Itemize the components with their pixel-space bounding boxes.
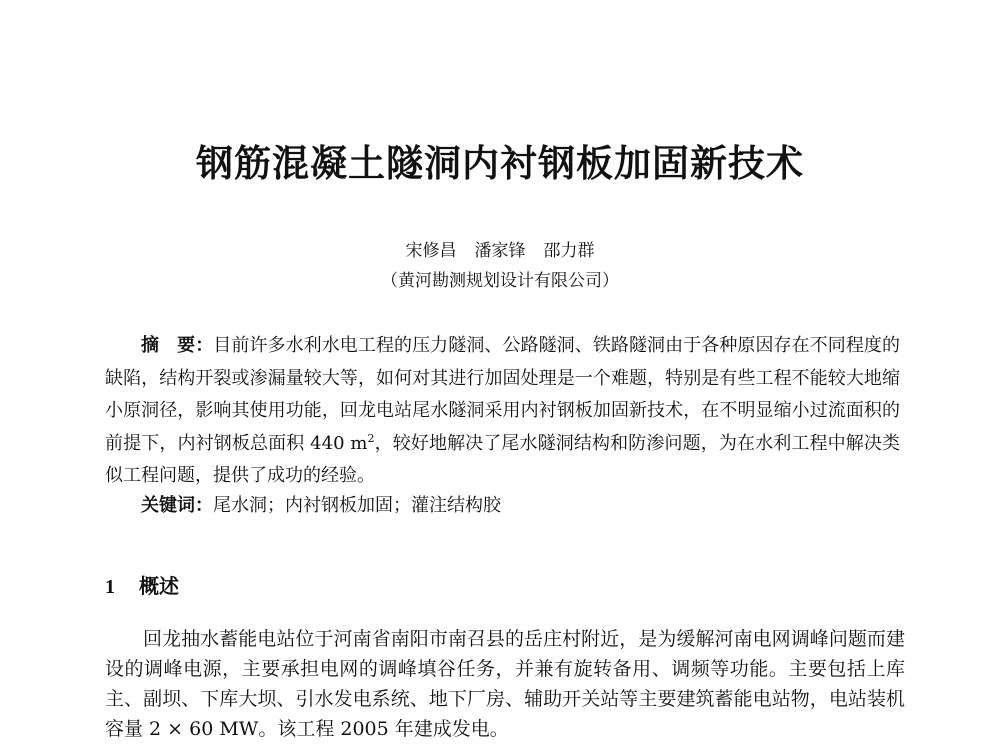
author-name: 潘家锋	[474, 241, 526, 261]
abstract-text: 目前许多水利水电工程的压力隧洞、公路隧洞、铁路隧洞由于各种原因存在不同程度的缺陷，结构开裂或渗漏量较大等，如何对其进行加固处理是一个难题，特别是有些工程不能较大地缩小原洞径，影响其使用功能，回龙电站尾水隧洞采用内衬钢板加固新技术，在不明显缩小过流面积的前提下，内衬钢板总面积 440 m	[105, 335, 901, 454]
author-name: 宋修昌	[405, 241, 457, 261]
author-name: 邵力群	[543, 241, 595, 261]
keywords-label: 关键词：	[141, 495, 213, 516]
section-title: 概述	[139, 574, 179, 598]
area-unit-exponent: 2	[367, 431, 375, 445]
abstract-label: 摘 要：	[141, 335, 214, 356]
abstract	[105, 330, 900, 493]
author-list	[0, 238, 1000, 264]
abstract-text-end: ，较好地解决了尾水隧洞结构和防渗问题，为在水利工程中解决类似工程问题，提供了成功的经验。	[105, 432, 900, 486]
paper-title: 钢筋混凝土隧洞内衬钢板加固新技术	[196, 142, 804, 185]
body-paragraph: 回龙抽水蓄能电站位于河南省南阳市南召县的岳庄村附近，是为缓解河南电网调峰问题而建设的调峰电源，主要承担电网的调峰填谷任务，并兼有旋转备用、调频等功能。主要包括上库主、副坝、下库大坝、引水发电系统、地下厂房、辅助开关站等主要建筑蓄能电站物，电站装机容量 2 × 60 MW。该工程 2005 年建成发电。	[105, 628, 905, 740]
keywords	[105, 492, 900, 520]
section-number: 1	[105, 576, 115, 598]
section-heading	[105, 570, 179, 603]
author-affiliation: （黄河勘测规划设计有限公司）	[381, 271, 619, 291]
keywords-text: 尾水洞；内衬钢板加固；灌注结构胶	[213, 495, 501, 516]
